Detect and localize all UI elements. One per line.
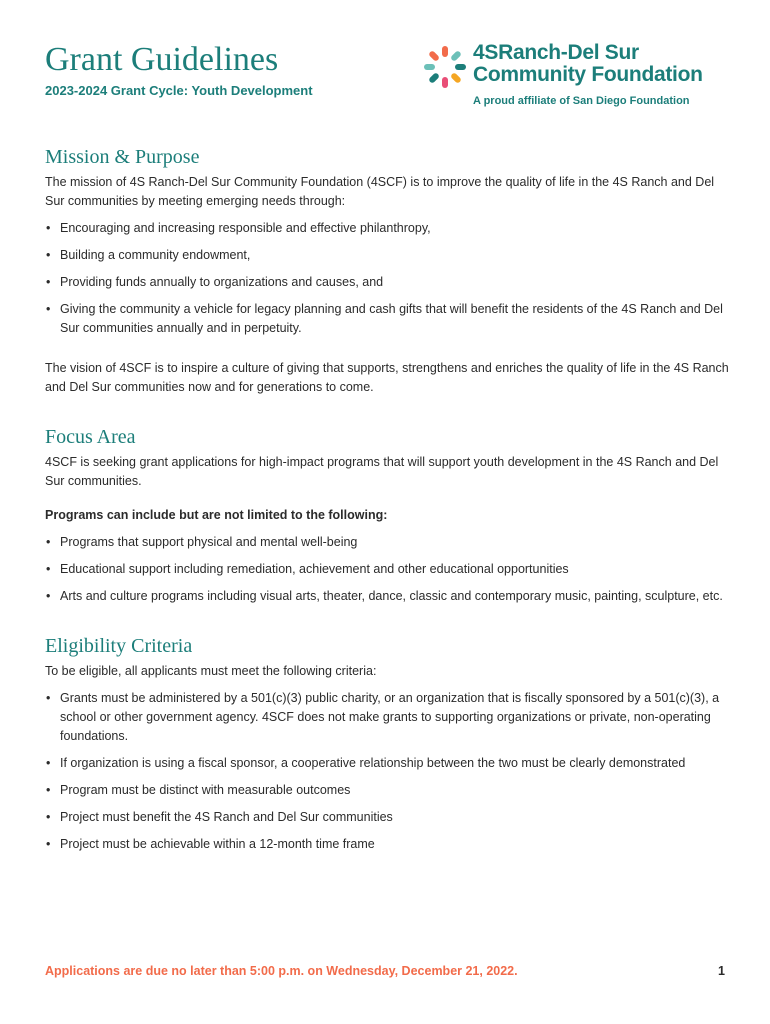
focus-list [45,533,730,606]
list-item: • Program must be distinct with measurable outcomes [46,783,351,797]
list-item: • Building a community endowment, [46,248,251,262]
eligibility-intro: To be eligible, all applicants must meet the following criteria: [45,664,377,678]
list-item: • Educational support including remediation, achievement and other educational opportunities [46,562,569,576]
document-footer [45,962,725,982]
focus-intro: 4SCF is seeking grant applications for high-impact programs that will support youth development in the 4S Ranch and Del Sur communities. [45,455,719,488]
focus-section [45,424,730,606]
page-title: Grant Guidelines [45,41,279,78]
list-item: • Project must benefit the 4S Ranch and Del Sur communities [46,810,393,824]
page-number: 1 [718,964,725,978]
deadline-notice: Applications are due no later than 5:00 p.m. on Wednesday, December 21, 2022. [45,964,518,978]
list-item: • Providing funds annually to organizations and causes, and [46,275,384,289]
list-item: • Grants must be administered by a 501(c)(3) public charity, or an organization that is fiscally sponsored by a 501(c)(3), a school or other government agency. 4SCF does not make grants to supporting organizations or private, non-operating foundations. [46,691,720,743]
logo-name-line1: 4SRanch-Del Sur [473,41,639,64]
mission-heading: Mission & Purpose [45,146,200,168]
list-item: • Arts and culture programs including visual arts, theater, dance, classic and contemporary music, painting, sculpture, etc. [46,589,723,603]
list-item: • If organization is using a fiscal sponsor, a cooperative relationship between the two must be clearly demonstrated [46,756,686,770]
logo-wordmark [473,42,703,86]
list-item: • Encouraging and increasing responsible and effective philanthropy, [46,221,431,235]
mission-list [45,219,730,338]
list-item: • Project must be achievable within a 12-month time frame [46,837,375,851]
list-item: • Programs that support physical and mental well-being [46,535,358,549]
logo-tagline: A proud affiliate of San Diego Foundation [473,95,690,107]
eligibility-list [45,689,730,854]
eligibility-section [45,633,730,854]
foundation-logo [422,42,735,112]
logo-name-line2: Community Foundation [473,63,703,86]
mission-intro: The mission of 4S Ranch-Del Sur Community Foundation (4SCF) is to improve the quality of life in the 4S Ranch and Del Sur communities by meeting emerging needs through: [45,175,715,208]
vision-statement: The vision of 4SCF is to inspire a culture of giving that supports, strengthens and enriches the quality of life in the 4S Ranch and Del Sur communities now and for generations to come. [45,361,729,394]
focus-list-lead: Programs can include but are not limited to the following: [45,508,388,522]
eligibility-heading: Eligibility Criteria [45,635,193,657]
document-header [45,40,735,120]
mission-section [45,144,730,397]
focus-heading: Focus Area [45,426,136,448]
flower-logo-icon [422,44,468,90]
list-item: • Giving the community a vehicle for legacy planning and cash gifts that will benefit the residents of the 4S Ranch and Del Sur communities annually and in perpetuity. [46,302,723,335]
document-body [45,144,730,874]
page-subtitle: 2023-2024 Grant Cycle: Youth Development [45,83,313,98]
